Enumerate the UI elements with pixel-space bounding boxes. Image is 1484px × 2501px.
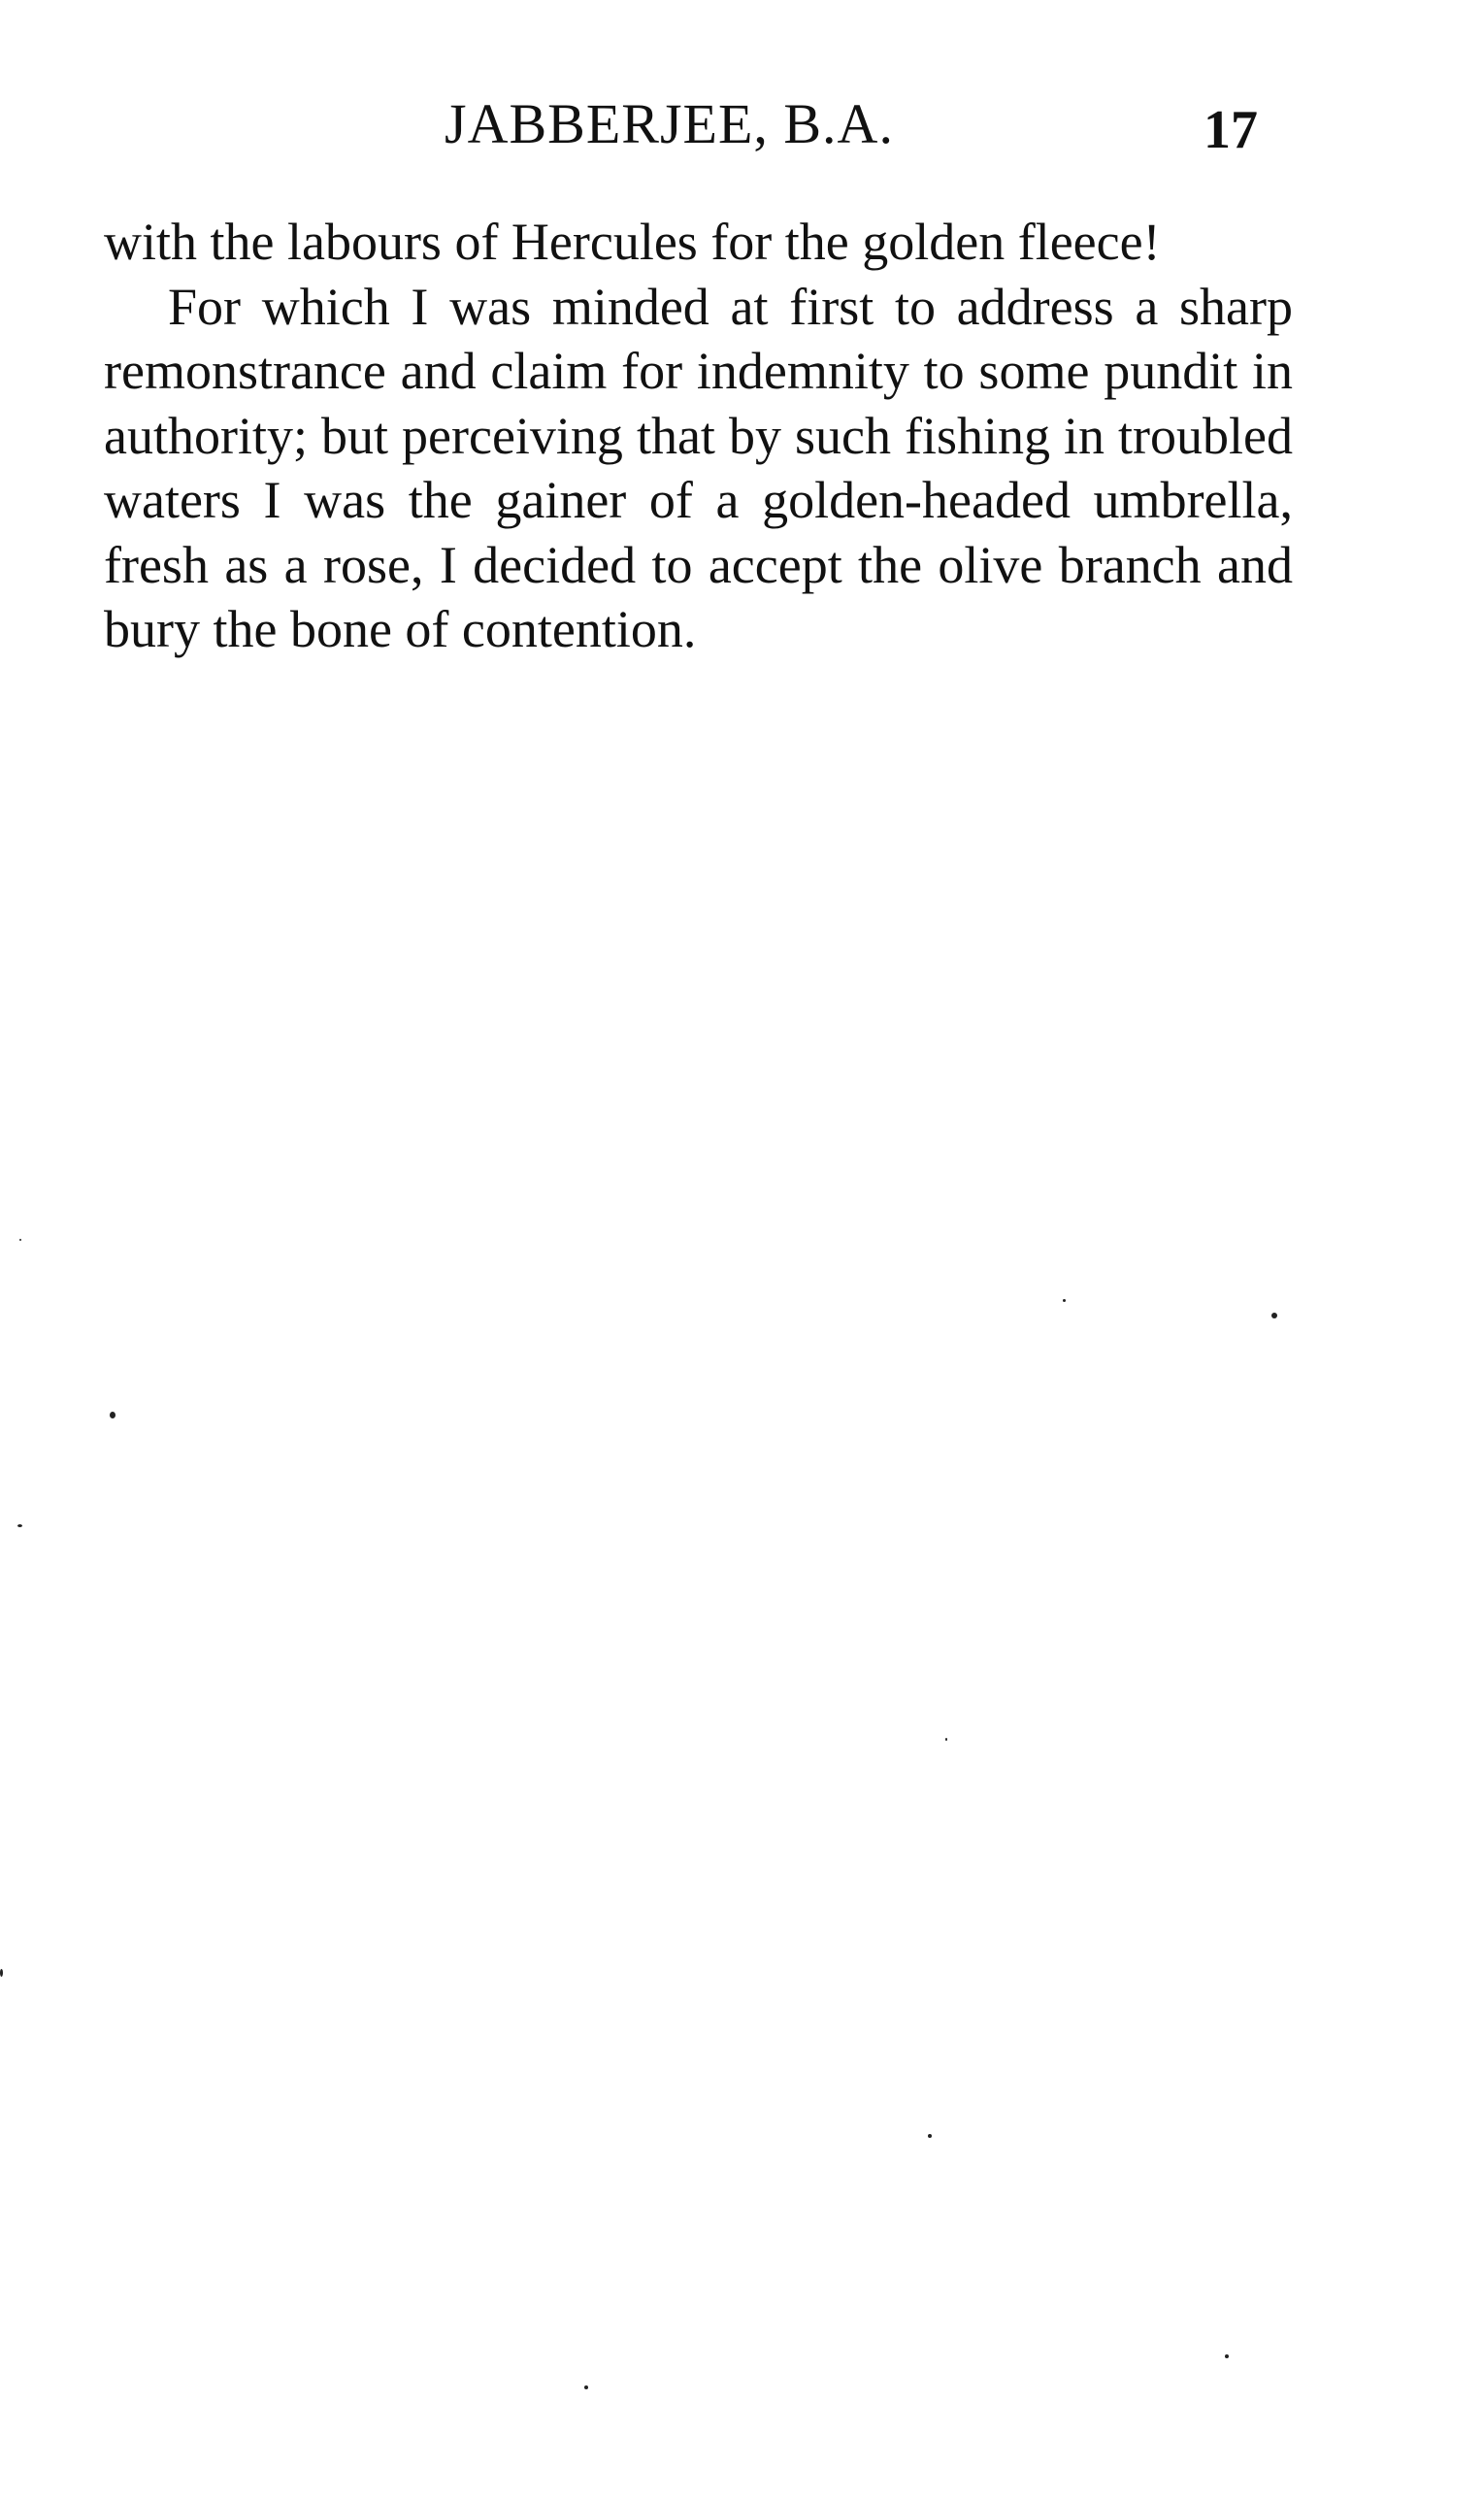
running-title: JABBERJEE, B.A. [445, 92, 894, 155]
scan-speck [1271, 1313, 1277, 1318]
page-number: 17 [1204, 100, 1258, 160]
scan-speck [928, 2134, 932, 2138]
scan-speck [0, 1969, 3, 1977]
body-text [104, 210, 1293, 662]
paragraph-continuation: with the labours of Hercules for the golden fleece! [104, 213, 1161, 271]
scan-speck [110, 1412, 115, 1418]
scan-speck [584, 2385, 588, 2389]
scan-speck [945, 1738, 947, 1741]
scan-speck [1225, 2354, 1229, 2358]
scan-speck [17, 1524, 22, 1527]
running-head [0, 85, 1484, 163]
scan-speck [1063, 1299, 1066, 1302]
paragraph: For which I was minded at first to address a sharp remonstrance and claim for indemnity to some pundit in authority; but perceiving that by such fishing in troubled waters I was the gainer of a golden-headed umbrella, fresh as a rose, I decided to accept the olive branch and bury the bone of contention. [104, 277, 1293, 658]
scan-speck [19, 1239, 21, 1241]
